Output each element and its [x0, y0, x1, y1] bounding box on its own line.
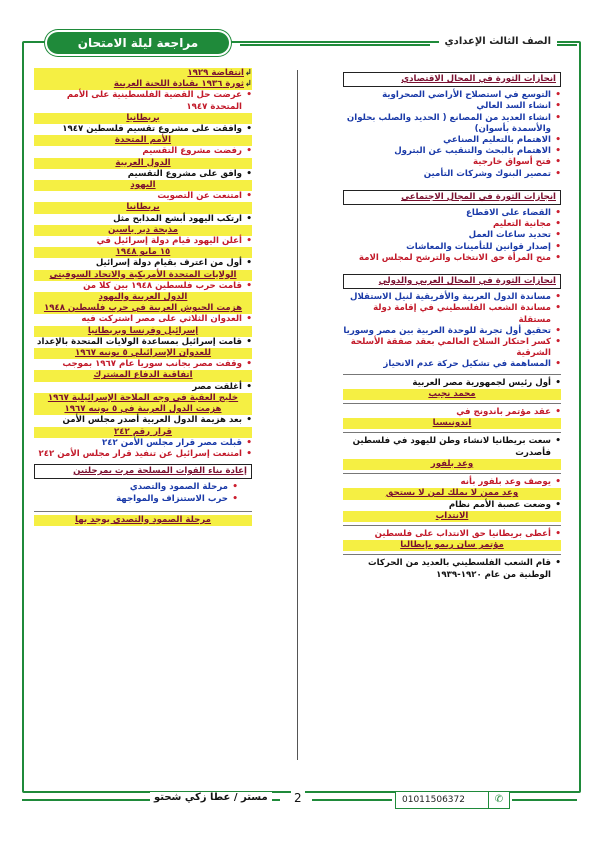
section-title-economic: انجازات الثورة في المجال الاقتصادي	[343, 72, 561, 87]
bullet-icon: •	[246, 168, 252, 179]
question: قامت إسرائيل بمساعدة الولايات المتحدة بالإعداد	[37, 336, 242, 347]
bullet-row	[343, 230, 561, 241]
list-item: التوسع في استصلاح الأراضي الصحراوية	[382, 90, 551, 101]
question: أعلن اليهود قيام دولة إسرائيل في	[96, 236, 242, 247]
left-column	[34, 68, 252, 526]
divider	[343, 554, 561, 555]
bullet-row	[343, 303, 561, 325]
section-title-international: انجازات الثورة في المجال العربي والدولي	[343, 274, 561, 289]
list-item: الاهتمام بالتعليم الصناعي	[443, 135, 551, 146]
phone-icon: ✆	[488, 791, 510, 809]
bullet-icon: •	[246, 314, 252, 325]
bullet-icon: •	[246, 359, 252, 370]
question: وقفت مصر بجانب سوريا عام ١٩٦٧ بموجب	[62, 359, 242, 370]
bullet-row	[343, 208, 561, 219]
column-divider	[297, 70, 298, 760]
question: امتنعت إسرائيل عن تنفيذ قرار مجلس الأمن ٢٤٢	[38, 448, 242, 459]
answer-highlight: اندونيسيا	[343, 418, 561, 429]
arrow-icon: ↲	[244, 79, 252, 90]
question: أغلقت مصر	[192, 381, 242, 392]
bullet-row	[343, 407, 561, 418]
question: عقد مؤتمر باندونج في	[456, 407, 551, 418]
bullet-icon: •	[555, 112, 561, 123]
author-name: مستر / عطا زكي شحتو	[150, 792, 272, 803]
list-item: منح المرأة حق الانتخاب والترشح لمجلس الامة	[358, 252, 551, 263]
bullet-icon: •	[555, 90, 561, 101]
answer-highlight: قرار رقم ٢٤٢	[34, 427, 252, 438]
bullet-row	[34, 124, 252, 135]
question: يوصف وعد بلفور بأنه	[460, 477, 551, 488]
bullet-icon: •	[246, 336, 252, 347]
bullet-row	[343, 326, 561, 337]
bullet-icon: •	[246, 146, 252, 157]
bullet-icon: •	[555, 377, 561, 388]
bullet-icon: •	[555, 528, 561, 539]
answer-highlight: مؤتمر سان ريمو بإيطاليا	[343, 540, 561, 551]
bullet-icon: •	[555, 359, 561, 370]
bullet-row	[34, 90, 252, 112]
bullet-row	[343, 113, 561, 135]
bullet-icon: •	[555, 558, 561, 569]
bullet-row	[343, 242, 561, 253]
answer-highlight: محمد نجيب	[343, 389, 561, 400]
question: قبلت مصر قرار مجلس الأمن ٢٤٢	[101, 437, 242, 448]
question: العدوان الثلاثي على مصر اشتركت فيه	[81, 314, 242, 325]
answer-highlight: اليهود	[34, 180, 252, 191]
bullet-row	[34, 337, 252, 348]
bullet-icon: •	[555, 101, 561, 112]
list-item: مساندة الدول العربية والأفريقية لنيل الاستقلال	[350, 292, 551, 303]
bullet-icon: •	[555, 146, 561, 157]
answer-highlight: بريطانيا	[34, 202, 252, 213]
section-title-rebuild: إعادة بناء القوات المسلحة مرت بمرحلتين	[34, 464, 252, 479]
bullet-icon: •	[555, 168, 561, 179]
bullet-row	[34, 214, 252, 225]
list-item: تمصير البنوك وشركات التأمين	[423, 168, 551, 179]
bullet-icon: •	[246, 124, 252, 135]
divider	[343, 525, 561, 526]
question: وضعت عصبة الأمم نظام	[448, 499, 551, 510]
bullet-row	[343, 292, 561, 303]
answer-highlight: ↲ثورة ١٩٣٦ بقيادة اللجنة العربية	[34, 79, 252, 90]
bullet-icon: •	[246, 280, 252, 291]
bullet-row	[343, 146, 561, 157]
bullet-icon: •	[555, 219, 561, 230]
list-item: القضاء على الاقطاع	[466, 208, 551, 219]
bullet-row	[343, 436, 561, 458]
divider	[343, 432, 561, 433]
list-item: انشاء السد العالي	[476, 101, 551, 112]
list-item: حرب الاستنزاف والمواجهة	[116, 493, 228, 504]
question: قامت حرب فلسطين ١٩٤٨ بين كلا من	[83, 280, 242, 291]
bullet-icon: •	[246, 448, 252, 459]
answer-highlight: للعدوان الإسرائيلي ٥ يونيه ١٩٦٧	[34, 348, 252, 359]
bullet-icon: •	[555, 477, 561, 488]
question: قام الشعب الفلسطيني بالعديد من الحركات الوطنية من عام ١٩٢٠-١٩٣٩	[368, 558, 551, 580]
list-item: مجانية التعليم	[493, 219, 551, 230]
bullet-icon: •	[555, 436, 561, 447]
footer-rule-right	[512, 799, 577, 801]
bullet-icon: •	[246, 90, 252, 101]
divider	[343, 403, 561, 404]
bullet-row	[34, 449, 252, 460]
bullet-row	[34, 382, 252, 393]
answer-highlight: الولايات المتحدة الأمريكية والاتحاد السوفيتي	[34, 270, 252, 281]
question: وافقت على مشروع تقسيم فلسطين ١٩٤٧	[62, 124, 242, 135]
bullet-icon: •	[232, 482, 238, 493]
bullet-icon: •	[246, 258, 252, 269]
list-item: مساندة الشعب الفلسطيني في إقامة دولة مستقلة	[373, 303, 551, 325]
question: أول رئيس لجمهورية مصر العربية	[412, 377, 551, 388]
bullet-row	[343, 90, 561, 101]
bullet-row	[343, 101, 561, 112]
bullet-row	[343, 529, 561, 540]
bullet-row	[343, 135, 561, 146]
bullet-row	[34, 482, 252, 493]
phone-number: 01011506372	[395, 791, 493, 809]
answer-highlight: الانتداب	[343, 511, 561, 522]
bullet-row	[34, 415, 252, 426]
list-item: انشاء العديد من المصانع ( الحديد والصلب بحلوان والأسمدة بأسوان)	[346, 112, 551, 134]
bullet-row	[34, 494, 252, 505]
bullet-icon: •	[246, 381, 252, 392]
bullet-icon: •	[555, 135, 561, 146]
question: امتنعت عن التصويت	[157, 191, 242, 202]
bullet-row	[343, 219, 561, 230]
answer-highlight: الدول العربية	[34, 158, 252, 169]
bullet-icon: •	[555, 157, 561, 168]
answer-highlight: إسرائيل وفرنسا وبريطانيا	[34, 326, 252, 337]
bullet-icon: •	[555, 303, 561, 314]
answer-highlight: خليج العقبة في وجه الملاحة الإسرائيلية ١٩٦٧	[34, 393, 252, 404]
answer-highlight: وعد ممن لا يملك لمن لا يستحق	[343, 488, 561, 499]
question: أول من اعترف بقيام دولة إسرائيل	[95, 258, 242, 269]
page-banner: مراجعة ليلة الامتحان	[47, 32, 229, 54]
bullet-icon: •	[555, 252, 561, 263]
bullet-icon: •	[555, 208, 561, 219]
question: بعد هزيمة الدول العربية أصدر مجلس الأمن	[62, 415, 242, 426]
bullet-icon: •	[232, 493, 238, 504]
answer-highlight: اتفاقية الدفاع المشترك	[34, 370, 252, 381]
bullet-row	[343, 169, 561, 180]
answer-highlight: بريطانيا	[34, 113, 252, 124]
bullet-row	[343, 378, 561, 389]
bullet-icon: •	[246, 437, 252, 448]
bullet-row	[34, 438, 252, 449]
right-column	[343, 68, 561, 581]
bullet-row	[34, 236, 252, 247]
answer-highlight: الدول العربية واليهود	[34, 292, 252, 303]
list-item: تحديد ساعات العمل	[468, 230, 551, 241]
answer-highlight: هزمت الجيوش العربية في حرب فلسطين ١٩٤٨	[34, 303, 252, 314]
answer-highlight: الأمم المتحدة	[34, 135, 252, 146]
bullet-row	[343, 359, 561, 370]
bullet-icon: •	[555, 325, 561, 336]
list-item: فتح أسواق خارجية	[472, 157, 551, 168]
question: عرضت حل القضية الفلسطينية على الأمم المتحدة ١٩٤٧	[66, 90, 242, 112]
bullet-row	[343, 253, 561, 264]
question: ارتكب اليهود أبشع المذابح مثل	[113, 213, 242, 224]
section-title-social: انجازات الثورة في المجال الاجتماعي	[343, 190, 561, 205]
arrow-icon: ↲	[244, 68, 252, 78]
list-item: إصدار قوانين للتأمينات والمعاشات	[406, 241, 551, 252]
answer-highlight: وعد بلفور	[343, 459, 561, 470]
answer-highlight: ١٥ مايو ١٩٤٨	[34, 247, 252, 258]
bullet-icon: •	[555, 407, 561, 418]
answer-highlight: هزمت الدول العربية في ٥ يونيه ١٩٦٧	[34, 404, 252, 415]
bullet-row	[343, 337, 561, 359]
bullet-row	[34, 314, 252, 325]
bullet-icon: •	[555, 292, 561, 303]
bullet-row	[343, 500, 561, 511]
bullet-row	[34, 359, 252, 370]
bullet-row	[34, 258, 252, 269]
bullet-row	[343, 558, 561, 580]
bullet-icon: •	[246, 236, 252, 247]
list-item: تحقيق أول تجربة للوحدة العربية بين مصر وسوريا	[343, 325, 551, 336]
bullet-row	[343, 157, 561, 168]
divider	[34, 511, 252, 512]
bullet-icon: •	[555, 230, 561, 241]
bullet-row	[34, 191, 252, 202]
bullet-row	[34, 169, 252, 180]
bullet-row	[34, 281, 252, 292]
list-item: المساهمة في تشكيل حركة عدم الانحياز	[383, 359, 551, 370]
bullet-icon: •	[555, 499, 561, 510]
bullet-icon: •	[246, 191, 252, 202]
answer-highlight: مذبحة دير ياسين	[34, 225, 252, 236]
divider	[343, 473, 561, 474]
bullet-icon: •	[246, 213, 252, 224]
footer-rule-mid	[312, 799, 392, 801]
bullet-icon: •	[555, 241, 561, 252]
question: رفضت مشروع التقسيم	[142, 146, 242, 157]
list-item: كسر احتكار السلاح العالمي بعقد صفقة الأسلحة الشرقية	[350, 337, 551, 359]
list-item: مرحلة الصمود والتصدي	[129, 482, 228, 493]
bullet-icon: •	[555, 337, 561, 348]
bullet-icon: •	[246, 415, 252, 426]
list-item: الاهتمام بالبحث والتنقيب عن البترول	[394, 146, 551, 157]
answer-highlight: مرحلة الصمود والتصدي يوجد بها	[34, 515, 252, 526]
question: سعت بريطانيا لانشاء وطن لليهود في فلسطين فأصدرت	[352, 436, 551, 458]
header-rule	[240, 44, 430, 46]
question: وافق على مشروع التقسيم	[127, 168, 242, 179]
page-number: 2	[291, 791, 305, 805]
grade-label: الصف الثالث الإعدادي	[439, 36, 557, 47]
question: أعطى بريطانيا حق الانتداب على فلسطين	[374, 528, 551, 539]
divider	[343, 374, 561, 375]
answer-highlight: ↲انتفاضة ١٩٢٩	[34, 68, 252, 79]
bullet-row	[343, 477, 561, 488]
bullet-row	[34, 146, 252, 157]
